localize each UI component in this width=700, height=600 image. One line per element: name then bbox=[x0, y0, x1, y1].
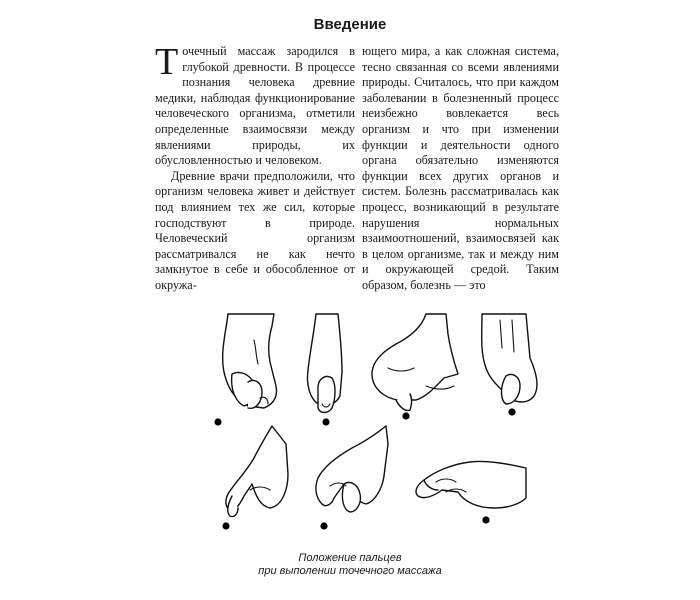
hand-finger-pinch-icon bbox=[476, 312, 546, 416]
caption-line-2: при выполении точечного массажа bbox=[258, 565, 442, 577]
paragraph-continuation: ющего мира, а как сложная система, тесно связанная со всеми явлениями природы. Считалось, что при каждом заболевании в болезненный процесс неизбежно вовлекается весь организм и что при изменении функции и деятельности одного органа обязательно изменяются функции всех других органов и систем. Болезнь рассматривалась как процесс, возникающий в результате нарушения нормальных взаимоотношений, взаимосвязей как в целом организме, так и между ним и окружающей средой. Таким образом, болезнь — это bbox=[362, 44, 559, 292]
text-column-right bbox=[362, 44, 559, 294]
caption-line-1: Положение пальцев bbox=[298, 552, 402, 564]
hand-pinch-icon bbox=[218, 312, 298, 430]
hand-palm-up-icon bbox=[408, 452, 528, 528]
figure-caption bbox=[0, 552, 700, 578]
paragraph-intro bbox=[155, 41, 355, 169]
hand-index-point-icon bbox=[220, 424, 292, 532]
page-heading: Введение bbox=[313, 16, 387, 33]
drop-cap: Т bbox=[155, 41, 179, 83]
paragraph-intro-text: очечный массаж зародился в глубокой древности. В процессе познания человека древние медики, наблюдая функционирование человеческого организма, отметили определенные взаимосвязи между явлениями природы, их обусловленностью и человеком. bbox=[155, 44, 355, 168]
text-column-left bbox=[155, 41, 355, 294]
hand-bent-fingers-icon bbox=[310, 424, 390, 532]
hand-thumb-press-icon bbox=[298, 312, 358, 430]
hand-fist-thumb-icon bbox=[366, 312, 462, 420]
paragraph-ancient-doctors: Древние врачи предположили, что организм человека живет и действует под влиянием тех же сил, которые господствуют в природе. Человеческий организм рассматривался не как нечто замкнутое в себе и обособленное от окружа- bbox=[155, 168, 355, 292]
